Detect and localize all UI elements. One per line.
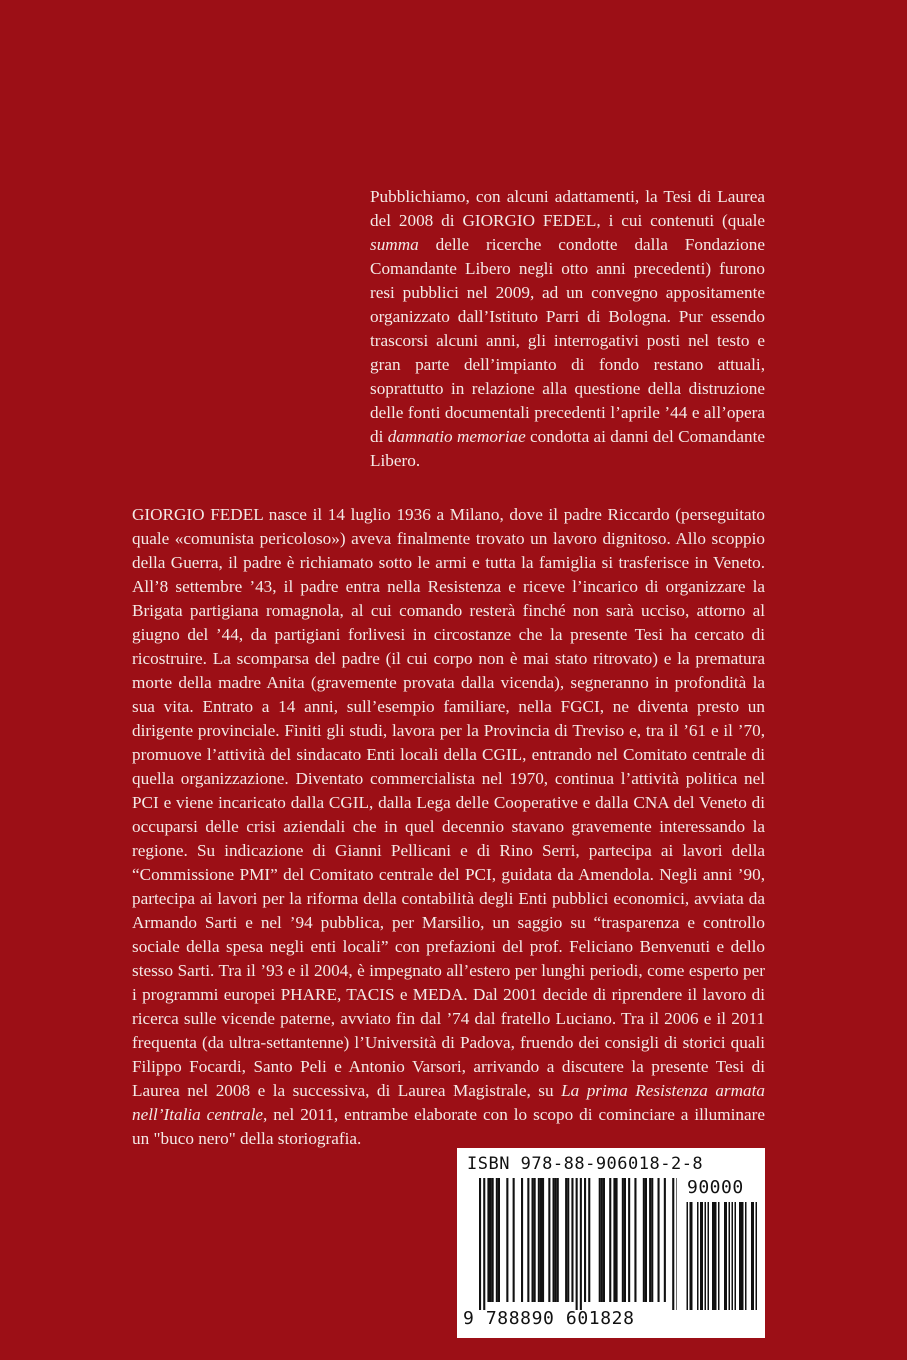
barcode-bar <box>651 1178 653 1302</box>
bio-emphasis-title: La prima Resistenza armata nell’Italia centrale <box>132 1081 765 1124</box>
intro-emphasis-summa: summa <box>370 235 419 254</box>
addon-bar <box>712 1202 714 1310</box>
isbn-barcode <box>457 1148 765 1338</box>
addon-bar <box>690 1202 692 1310</box>
barcode-bar <box>628 1178 630 1302</box>
isbn-label: ISBN 978-88-906018-2-8 <box>467 1154 704 1174</box>
addon-bar <box>753 1202 755 1310</box>
intro-text-2: delle ricerche condotte dalla Fondazione Comandante Libero negli otto anni precedenti) furono resi pubblici nel 2009, ad un convegno appositamente organizzato dall’Istituto Parri di Bologna. Pur essendo trascorsi alcuni anni, gli interrogativi posti nel testo e gran parte dell’impianto di fondo restano attuali, soprattutto in relazione alla questione della distruzione delle fonti documentali precedenti l’aprile ’44 e all’opera di <box>370 235 765 446</box>
barcode-bar <box>658 1178 660 1302</box>
addon-bar <box>700 1202 702 1310</box>
barcode-guard-bar <box>676 1178 677 1310</box>
barcode-bar <box>553 1178 555 1302</box>
barcode-guard-bar <box>580 1178 582 1310</box>
intro-emphasis-damnatio: damnatio memoriae <box>387 427 526 446</box>
price-addon-digits: 90000 <box>687 1177 744 1198</box>
barcode-bar <box>506 1178 508 1302</box>
addon-bar <box>742 1202 744 1310</box>
addon-bar <box>715 1202 717 1310</box>
addon-bar <box>708 1202 710 1310</box>
barcode-bar <box>649 1178 651 1302</box>
barcode-bar <box>599 1178 601 1302</box>
barcode-bar <box>548 1178 550 1302</box>
addon-bar <box>705 1202 707 1310</box>
barcode-guard-bar <box>479 1178 481 1310</box>
barcode-bar <box>584 1178 586 1302</box>
barcode-bar <box>540 1178 542 1302</box>
barcode-bar <box>521 1178 523 1302</box>
barcode-bar <box>622 1178 624 1302</box>
barcode-bar <box>567 1178 569 1302</box>
barcode-bar <box>603 1178 605 1302</box>
addon-bar <box>702 1202 704 1310</box>
addon-bar <box>741 1202 743 1310</box>
barcode-bar <box>496 1178 498 1302</box>
barcode-guard-bar <box>576 1178 578 1310</box>
barcode-bar <box>601 1178 603 1302</box>
barcode-bar <box>664 1178 666 1302</box>
barcode-bar <box>490 1178 492 1302</box>
barcode-guard-bar <box>483 1178 485 1310</box>
barcode-bar <box>532 1178 534 1302</box>
price-addon-bars <box>685 1202 759 1310</box>
addon-bar <box>718 1202 720 1310</box>
barcode-bar <box>557 1178 559 1302</box>
barcode-bar <box>588 1178 590 1302</box>
barcode-bar <box>565 1178 567 1302</box>
addon-bar <box>735 1202 737 1310</box>
intro-paragraph <box>370 185 765 473</box>
addon-bar <box>687 1202 689 1310</box>
addon-bar <box>714 1202 716 1310</box>
barcode-bar <box>527 1178 529 1302</box>
barcode-bar <box>624 1178 626 1302</box>
barcode-bar <box>492 1178 494 1302</box>
addon-bar <box>756 1202 758 1310</box>
barcode-bar <box>487 1178 489 1302</box>
barcode-bar <box>609 1178 611 1302</box>
barcode-bar <box>643 1178 645 1302</box>
addon-bar <box>732 1202 734 1310</box>
addon-bar <box>739 1202 741 1310</box>
addon-bar <box>724 1202 726 1310</box>
barcode-bar <box>498 1178 500 1302</box>
barcode-bar <box>542 1178 544 1302</box>
barcode-bar <box>555 1178 557 1302</box>
bio-text-1: GIORGIO FEDEL nasce il 14 luglio 1936 a Milano, dove il padre Riccardo (perseguitato quale «comunista pericoloso») aveva finalmente trovato un lavoro dignitoso. Allo scoppio della Guerra, il padre è richiamato sotto le armi e tutta la famiglia si trasferisce in Veneto. All’8 settembre ’43, il padre entra nella Resistenza e riceve l’incarico di organizzare la Brigata partigiana romagnola, al cui comando resterà finché non sarà ucciso, attorno al giugno del ’44, da partigiani forlivesi in circostanze che la presente Tesi ha cercato di ricostruire. La scomparsa del padre (il cui corpo non è mai stato ritrovato) e la prematura morte della madre Anita (gravemente provata dalla vicenda), segneranno in profondità la sua vita. Entrato a 14 anni, sull’esempio familiare, nella FGCI, ne diventa presto un dirigente provinciale. Finiti gli studi, lavora per la Provincia di Treviso e, tra il ’61 e il ’70, promuove l’attività del sindacato Enti locali della CGIL, entrando nel Comitato centrale di quella organizzazione. Diventato commercialista nel 1970, continua l’attività politica nel PCI e viene incaricato dalla CGIL, dalla Lega delle Cooperative e dalla CNA del Veneto di occuparsi delle crisi aziendali che in quel decennio stavano gravemente interessando la regione. Su indicazione di Gianni Pellicani e di Rino Serri, partecipa ai lavori della “Commissione PMI” del Comitato centrale del PCI, guidata da Amendola. Negli anni ’90, partecipa ai lavori per la riforma della contabilità degli Enti pubblici economici, avviata da Armando Sarti e nel ’94 pubblica, per Marsilio, un saggio su “trasparenza e controllo sociale della spesa negli enti locali” con prefazioni del prof. Feliciano Benvenuti e dello stesso Sarti. Tra il ’93 e il 2004, è impegnato all’estero per lunghi periodi, come esperto per i programmi europei PHARE, TACIS e MEDA. Dal 2001 decide di riprendere il lavoro di ricerca sulle vicende paterne, avviato fin dal ’74 dal fratello Luciano. Tra il 2006 e il 2011 frequenta (da ultra-settantenne) l’Università di Padova, fruendo dei consigli di storici quali Filippo Focardi, Santo Peli e Antonio Varsori, arrivando a discutere la presente Tesi di Laurea nel 2008 e la successiva, di Laurea Magistrale, su <box>132 505 765 1100</box>
addon-bar <box>729 1202 731 1310</box>
barcode-bar <box>616 1178 618 1302</box>
intro-text-3: condotta ai danni del Comandante Libero. <box>370 427 765 470</box>
barcode-guard-bar <box>672 1178 674 1310</box>
addon-bar <box>745 1202 747 1310</box>
barcode-bar <box>613 1178 615 1302</box>
addon-bar <box>751 1202 753 1310</box>
ean13-barcode-bars <box>465 1178 677 1310</box>
addon-bar <box>697 1202 699 1310</box>
addon-bar <box>691 1202 693 1310</box>
barcode-bar <box>571 1178 573 1302</box>
barcode-bar <box>513 1178 515 1302</box>
barcode-bar <box>645 1178 647 1302</box>
barcode-bar <box>534 1178 536 1302</box>
bio-text-2: , nel 2011, entrambe elaborate con lo scopo di cominciare a illuminare un "buco nero" della storiografia. <box>132 1105 765 1148</box>
author-biography <box>132 503 765 1151</box>
addon-bar <box>726 1202 728 1310</box>
intro-text-1: Pubblichiamo, con alcuni adattamenti, la Tesi di Laurea del 2008 di GIORGIO FEDEL, i cui contenuti (quale <box>370 187 765 230</box>
barcode-bar <box>538 1178 540 1302</box>
barcode-bar <box>634 1178 636 1302</box>
ean13-digits: 9 788890 601828 <box>463 1308 635 1329</box>
